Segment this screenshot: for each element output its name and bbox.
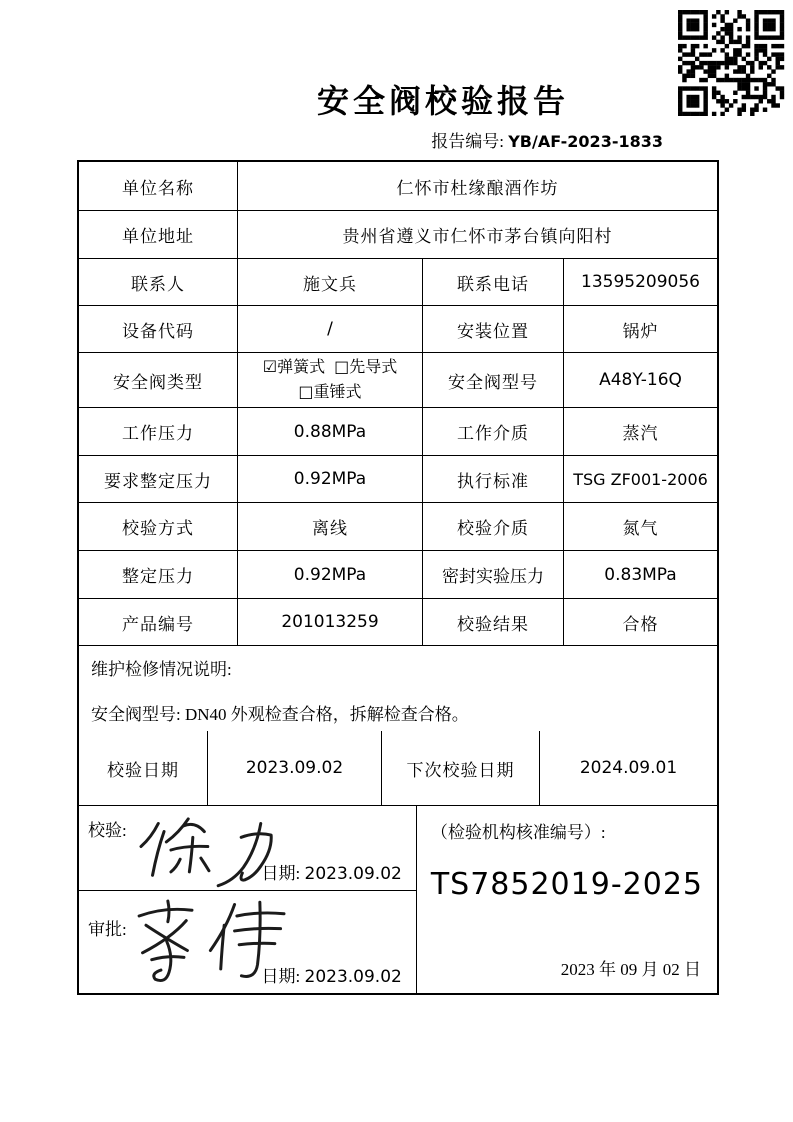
table-row <box>79 455 717 502</box>
contact-label: 联系人 <box>131 274 185 294</box>
table-row <box>79 407 717 455</box>
calibration-method-value: 离线 <box>237 503 422 550</box>
checkbox-unchecked-icon: □ <box>334 357 350 376</box>
maintenance-note: 安全阀型号: DN40 外观检查合格，拆解检查合格。 <box>91 705 469 724</box>
valve-type-cell <box>237 353 422 407</box>
install-position-label: 安装位置 <box>422 306 563 352</box>
approver-row <box>79 890 416 993</box>
device-code-label: 设备代码 <box>122 321 194 341</box>
valve-type-line-1 <box>263 355 398 380</box>
working-medium-label: 工作介质 <box>422 408 563 455</box>
verifier-name <box>79 806 80 807</box>
product-number-value: 201013259 <box>237 599 422 645</box>
table-row <box>79 352 717 407</box>
table-row <box>79 550 717 598</box>
checkbox-spring: ☑弹簧式 <box>262 357 326 376</box>
calibration-method-label: 校验方式 <box>122 519 194 538</box>
org-approval-label: （检验机构核准编号）: <box>430 823 606 842</box>
report-number-value: YB/AF-2023-1833 <box>508 132 663 151</box>
product-number-label: 产品编号 <box>122 614 194 634</box>
maintenance-section <box>79 645 717 731</box>
standard-value: TSG ZF001-2006 <box>563 456 717 502</box>
qr-code-icon <box>677 10 785 116</box>
dates-row <box>79 731 717 805</box>
phone-label: 联系电话 <box>422 259 563 305</box>
calibration-medium-value: 氮气 <box>563 503 717 550</box>
table-row <box>79 502 717 550</box>
table-row <box>79 598 717 645</box>
calibration-date-label: 校验日期 <box>107 760 179 780</box>
table-row <box>79 305 717 352</box>
required-set-pressure-label: 要求整定压力 <box>104 471 212 491</box>
working-pressure-label: 工作压力 <box>122 424 194 443</box>
required-set-pressure-value: 0.92MPa <box>237 456 422 502</box>
report-number-label: 报告编号: <box>431 132 509 151</box>
signoff-section <box>79 805 717 993</box>
org-approval-number: TS7852019-2025 <box>430 867 703 902</box>
set-pressure-label: 整定压力 <box>122 567 194 586</box>
table-row <box>79 258 717 305</box>
report-number <box>431 127 663 152</box>
signatures-column <box>79 806 416 993</box>
report-table <box>77 160 719 995</box>
verifier-date: 日期: 2023.09.02 <box>261 864 402 884</box>
org-approval-cell <box>416 806 717 993</box>
table-row <box>79 162 717 210</box>
standard-label: 执行标准 <box>422 456 563 502</box>
phone-value: 13595209056 <box>563 259 717 305</box>
set-pressure-value: 0.92MPa <box>237 551 422 598</box>
result-value: 合格 <box>563 599 717 645</box>
maintenance-title: 维护检修情况说明: <box>91 660 232 679</box>
approver-name <box>79 891 80 892</box>
verifier-label: 校验: <box>88 821 127 840</box>
checkbox-checked-icon: ☑ <box>262 357 278 376</box>
unit-address-value: 贵州省遵义市仁怀市茅台镇向阳村 <box>237 211 717 258</box>
approver-label: 审批: <box>88 920 127 939</box>
seal-test-pressure-label: 密封实验压力 <box>422 551 563 598</box>
approver-date: 日期: 2023.09.02 <box>261 967 402 987</box>
unit-address-label: 单位地址 <box>122 227 194 246</box>
unit-name-value: 仁怀市杜缘酿酒作坊 <box>237 162 717 210</box>
page-title: 安全阀校验报告 <box>316 83 570 119</box>
calibration-medium-label: 校验介质 <box>422 503 563 550</box>
calibration-date-value: 2023.09.02 <box>207 731 381 805</box>
valve-model-label: 安全阀型号 <box>422 353 563 407</box>
working-medium-value: 蒸汽 <box>563 408 717 455</box>
next-calibration-date-value: 2024.09.01 <box>539 731 717 805</box>
checkbox-unchecked-icon: □ <box>298 382 314 401</box>
org-approval-date: 2023 年 09 月 02 日 <box>560 960 701 979</box>
seal-test-pressure-value: 0.83MPa <box>563 551 717 598</box>
valve-model-value: A48Y-16Q <box>563 353 717 407</box>
valve-type-line-2 <box>298 380 361 405</box>
table-row <box>79 210 717 258</box>
unit-name-label: 单位名称 <box>122 178 194 198</box>
checkbox-weight: □重锤式 <box>298 382 362 401</box>
working-pressure-value: 0.88MPa <box>237 408 422 455</box>
contact-value: 施文兵 <box>237 259 422 305</box>
install-position-value: 锅炉 <box>563 306 717 352</box>
valve-type-label: 安全阀类型 <box>113 372 203 392</box>
result-label: 校验结果 <box>422 599 563 645</box>
next-calibration-date-label: 下次校验日期 <box>381 731 539 805</box>
checkbox-pilot: □先导式 <box>334 357 398 376</box>
device-code-value: / <box>237 306 422 352</box>
verifier-row <box>79 806 416 890</box>
